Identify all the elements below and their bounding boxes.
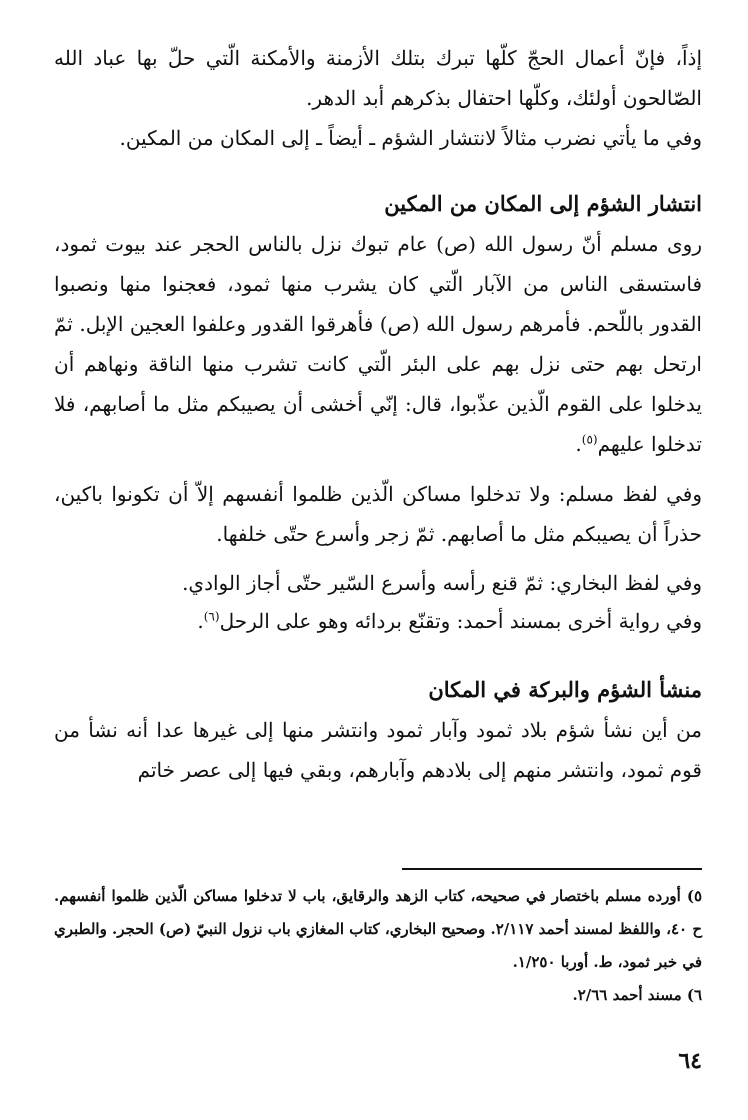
intro-paragraph-1: إذاً، فإنّ أعمال الحجّ كلّها تبرك بتلك الأزمنة والأمكنة الّتي حلّ بها عباد الله الصّالحون أولئك، وكلّها احتفال بذكرهم أبد الدهر. bbox=[54, 46, 702, 110]
section1-paragraph-4 bbox=[54, 602, 702, 640]
section1-paragraph-4-text: وفي رواية أخرى بمسند أحمد: وتقنّع بردائه وهو على الرحل bbox=[219, 609, 702, 633]
section1-paragraph-1 bbox=[54, 224, 702, 464]
intro-paragraph-2: وفي ما يأتي نضرب مثالاً لانتشار الشؤم ـ أيضاً ـ إلى المكان من المكين. bbox=[119, 126, 702, 150]
section1-paragraph-1-text: روى مسلم أنّ رسول الله (ص) عام تبوك نزل بالناس الحجر عند بيوت ثمود، فاستسقى الناس من الآبار الّتي كان يشرب منها ثمود، فعجنوا منها ونصبوا القدور باللّحم. فأمرهم رسول الله (ص) فأهرقوا القدور وعلفوا العجين الإبل. ثمّ ارتحل بهم حتى نزل بهم على البئر الّتي كانت تشرب منها الناقة ونهاهم أن يدخلوا على القوم الّذين عذّبوا، قال: إنّي أخشى أن يصيبكم مثل ما أصابهم، فلا تدخلوا عليهم bbox=[54, 232, 702, 456]
footnote-divider bbox=[402, 868, 702, 870]
footnote-ref-6[interactable]: (٦) bbox=[203, 609, 220, 624]
footnote-ref-5[interactable]: (٥) bbox=[581, 432, 598, 447]
section1-paragraph-3: وفي لفظ البخاري: ثمّ قنع رأسه وأسرع السّير حتّى أجاز الوادي. bbox=[182, 571, 702, 595]
section2-paragraph-1: من أين نشأ شؤم بلاد ثمود وآبار ثمود وانتشر منها إلى غيرها عدا أنه نشأ من قوم ثمود، وانتشر منهم إلى بلادهم وآبارهم، وبقي فيها إلى عصر خاتم bbox=[54, 718, 703, 782]
section-heading-spread-of-misfortune: انتشار الشؤم إلى المكان من المكين bbox=[384, 191, 702, 216]
footnote-6: ٦) مسند أحمد ٢/٦٦. bbox=[572, 986, 702, 1004]
section1-paragraph-1-end: . bbox=[575, 432, 582, 456]
page-number: ٦٤ bbox=[678, 1048, 702, 1074]
footnotes bbox=[54, 880, 702, 1012]
section1-paragraph-2: وفي لفظ مسلم: ولا تدخلوا مساكن الّذين ظلموا أنفسهم إلاّ أن تكونوا باكين، حذراً أن يصيبكم مثل ما أصابهم. ثمّ زجر وأسرع حتّى خلفها. bbox=[54, 482, 702, 546]
section-heading-origin-of-misfortune: منشأ الشؤم والبركة في المكان bbox=[428, 677, 702, 702]
section1-paragraph-4-end: . bbox=[197, 609, 204, 633]
footnote-5: ٥) أورده مسلم باختصار في صحيحه، كتاب الزهد والرقايق، باب لا تدخلوا مساكن الّذين ظلموا أنفسهم. ح ٤٠، واللفظ لمسند أحمد ٢/١١٧. وصحيح البخاري، كتاب المغازي باب نزول النبيّ (ص) الحجر. والطبري في خبر ثمود، ط. أوربا ١/٢٥٠. bbox=[54, 887, 702, 971]
